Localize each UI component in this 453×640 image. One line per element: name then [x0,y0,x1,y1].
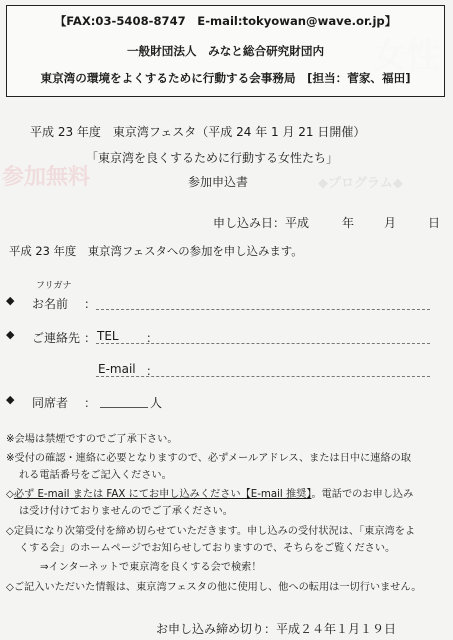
note-application-method-cont: は受け付けておりませんのでご了承ください。 [19,506,233,517]
note-contact-required-cont: れる電話番号をご記入ください。 [19,470,172,481]
email-label: E-mail [98,362,136,376]
month-unit: 月 [384,216,397,230]
contact-header-box [6,5,445,97]
contact-colon: ： [84,331,97,345]
fax-email-line: 【FAX:03-5408-8747 E-mail:tokyowan@wave.or.jp】 [54,14,397,28]
name-label: お名前 [32,297,69,311]
bullet-icon: ◆ [6,294,15,307]
note-application-method [6,485,413,500]
tel-label: TEL [97,329,119,343]
note-marker: ◇ [6,489,14,500]
furigana-label: フリガナ [36,281,72,291]
note-capacity: ◇定員になり次第受付を締め切らせていただきます。申し込みの受付状況は、「東京湾をよ [6,526,416,537]
contact-label: ご連絡先 [32,331,81,345]
tel-field[interactable] [96,343,430,344]
form-title: 参加申込書 [188,175,249,189]
companions-unit: 人 [150,396,163,410]
application-date-label: 申し込み日：平成 [213,216,310,230]
note-contact-required: ※受付の確認・連絡に必要となりますので、必ずメールアドレス、または日中に連絡の取 [6,453,412,464]
event-title: 平成 23 年度 東京湾フェスタ（平成 24 年 1 月 21 日開催） [30,125,366,139]
note-smoking: ※会場は禁煙ですのでご了承下さい。 [6,434,178,445]
bullet-icon: ◆ [6,393,15,406]
year-unit: 年 [342,216,355,230]
foundation-name: 一般財団法人 みなと総合研究財団内 [126,44,325,58]
session-title: 「東京湾を良くするために行動する女性たち」 [86,151,339,165]
background-showthrough-text: ◆プログラム◆ [318,176,403,191]
note-capacity-cont: くする会」のホームページでお知らせしておりますので、そちらをご覧ください。 [19,543,396,554]
background-showthrough-text: 参加無料 [2,165,91,190]
intro-sentence: 平成 23 年度 東京湾フェスタへの参加を申し込みます。 [9,244,303,258]
day-unit: 日 [428,216,441,230]
note-emphasis: 必ず E-mail または FAX にてお申し込みください【E-mail 推奨】 [13,489,312,500]
email-field[interactable] [96,376,430,377]
email-colon: ： [146,364,159,378]
companions-colon: ： [84,396,97,410]
tel-colon: ： [146,331,159,345]
office-name: 東京湾の環境をよくするために行動する会事務局 [担当：菅家、福田] [40,71,411,85]
name-colon: ： [84,297,97,311]
bullet-icon: ◆ [6,328,15,341]
companions-label: 同席者 [32,396,69,410]
note-text: 。電話でのお申し込み [311,489,414,500]
deadline: お申し込み締め切り：平成２４年１月１９日 [156,622,397,636]
name-field[interactable] [96,309,430,310]
note-search-hint: ⇒インターネットで東京湾を良くする会で検索！ [40,562,262,573]
note-privacy: ◇ご記入いただいた情報は、東京湾フェスタの他に使用し、他への転用は一切行いません。 [6,582,422,593]
companions-count-field[interactable] [100,407,148,408]
